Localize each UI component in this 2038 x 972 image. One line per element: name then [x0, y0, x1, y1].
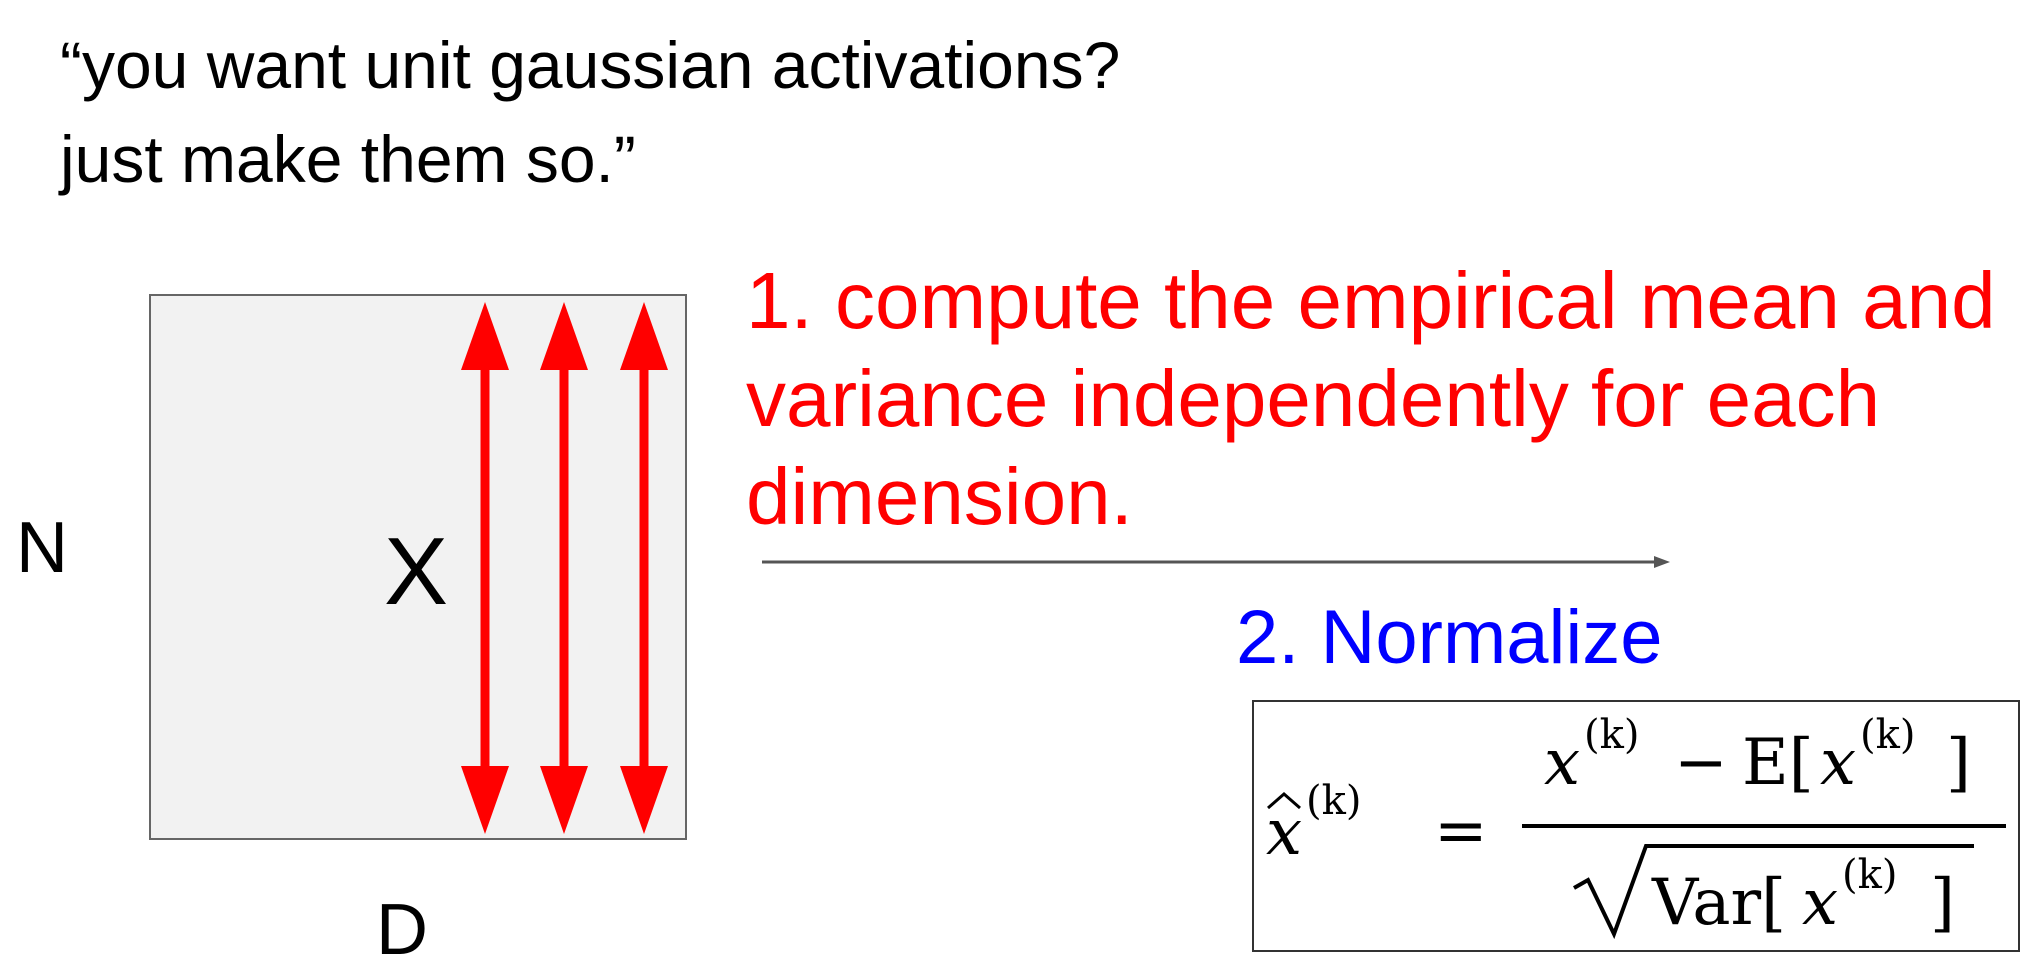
- step1-text: [746, 252, 1996, 546]
- minus-sign: −: [1674, 726, 1728, 800]
- quote-line-1: “you want unit gaussian activations?: [60, 28, 1121, 102]
- expectation-close: ]: [1946, 726, 1971, 800]
- expectation-superscript: (k): [1860, 712, 1916, 758]
- quote-text: [60, 18, 1120, 206]
- numerator-superscript: (k): [1584, 712, 1640, 758]
- matrix-row-label: N: [16, 508, 68, 588]
- normalize-formula: [1252, 700, 2020, 952]
- quote-line-2: just make them so.”: [60, 122, 636, 196]
- variance-open: Var[: [1652, 866, 1787, 940]
- expectation-open: E[: [1742, 726, 1814, 800]
- lhs-variable: x: [1266, 796, 1303, 870]
- flow-arrow: [762, 556, 1670, 568]
- variance-superscript: (k): [1842, 852, 1898, 898]
- step1-line-3: dimension.: [746, 452, 1133, 541]
- lhs-superscript: (k): [1306, 778, 1362, 824]
- expectation-variable: x: [1820, 726, 1857, 800]
- variance-close: ]: [1930, 866, 1955, 940]
- matrix-col-label: D: [376, 890, 428, 970]
- equals-sign: =: [1434, 794, 1488, 868]
- step1-line-2: variance independently for each: [746, 354, 1881, 443]
- numerator-variable: x: [1544, 726, 1581, 800]
- variance-variable: x: [1802, 866, 1839, 940]
- formula-graphic: [1254, 702, 2018, 950]
- step1-line-1: 1. compute the empirical mean and: [746, 256, 1996, 345]
- matrix-name-label: X: [384, 518, 449, 625]
- step2-text: 2. Normalize: [1236, 595, 1663, 680]
